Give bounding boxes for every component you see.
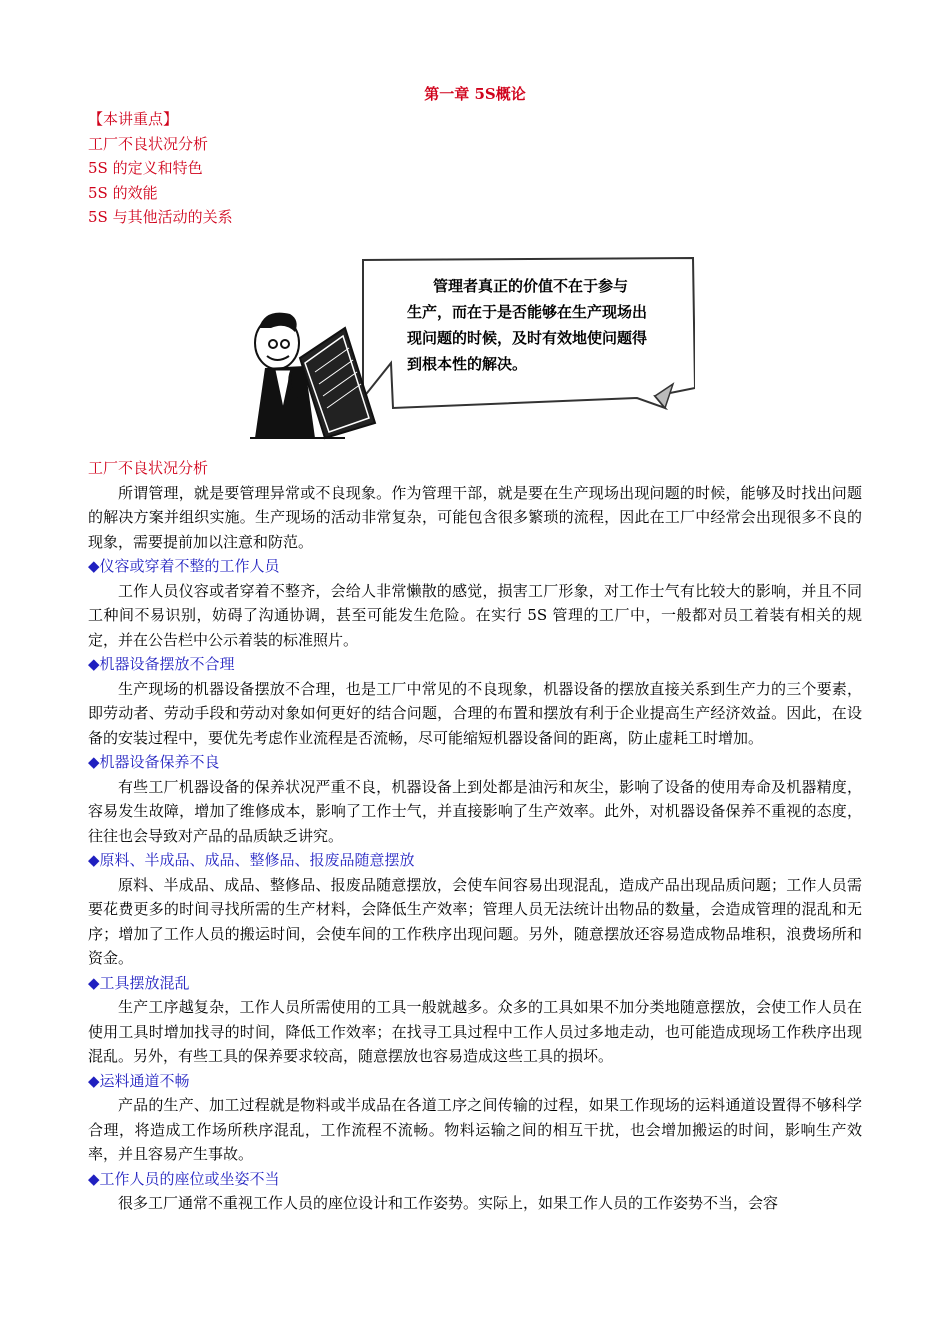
key-point-item: 5S 的定义和特色 [88,159,203,177]
subsection-heading: ◆工作人员的座位或坐姿不当 [88,1169,280,1188]
article-body [88,456,862,1216]
intro-paragraph: 所谓管理，就是要管理异常或不良现象。作为管理干部，就是要在生产现场出现问题的时候，能够及时找出问题的解决方案并组织实施。生产现场的活动非常复杂，可能包含很多繁琐的流程，因此在工厂中经常会出现很多不良的现象，需要提前加以注意和防范。 [88,483,862,551]
key-point-item: 工厂不良状况分析 [88,134,209,153]
subsection-paragraph: 原料、半成品、成品、整修品、报废品随意摆放，会使车间容易出现混乱，造成产品出现品质问题；工作人员需要花费更多的时间寻找所需的生产材料，会降低生产效率；管理人员无法统计出物品的数量，会造成管理的混乱和无序；增加了工作人员的搬运时间，会使车间的工作秩序出现问题。另外，随意摆放还容易造成物品堆积，浪费场所和资金。 [88,875,862,967]
subsection-paragraph: 有些工厂机器设备的保养状况严重不良，机器设备上到处都是油污和灰尘，影响了设备的使用寿命及机器精度，容易发生故障，增加了维修成本，影响了工作士气，并直接影响了生产效率。此外，对机器设备保养不重视的态度，往往也会导致对产品的品质缺乏讲究。 [88,777,862,845]
subsection-paragraph: 生产工序越复杂，工作人员所需使用的工具一般就越多。众多的工具如果不加分类地随意摆放，会使工作人员在使用工具时增加找寻的时间，降低工作效率；在找寻工具过程中工作人员过多地走动，也可能造成现场工作秩序出现混乱。另外，有些工具的保养要求较高，随意摆放也容易造成这些工具的损坏。 [88,998,862,1065]
key-point-item: 5S 的效能 [88,183,158,202]
subsection-heading: ◆运料通道不畅 [88,1071,190,1090]
callout-line-4: 到根本性的解决。 [407,355,528,373]
subsection-paragraph: 产品的生产、加工过程就是物料或半成品在各道工序之间传输的过程，如果工作现场的运料通道设置得不够科学合理，将造成工作场所秩序混乱，工作流程不流畅。物料运输之间的相互干扰，也会增加搬运的时间，影响生产效率，并且容易产生事故。 [88,1096,862,1163]
subsection-paragraph: 很多工厂通常不重视工作人员的座位设计和工作姿势。实际上，如果工作人员的工作姿势不当，会容 [118,1194,779,1212]
callout-line-2: 生产，而在于是否能够在生产现场出 [407,303,648,321]
section-title: 工厂不良状况分析 [88,459,209,477]
subsection-heading: ◆机器设备摆放不合理 [88,655,235,673]
callout-line-3: 现问题的时候，及时有效地使问题得 [407,329,648,347]
subsection-heading: ◆原料、半成品、成品、整修品、报废品随意摆放 [88,851,415,869]
key-points-heading: 【本讲重点】 [88,110,179,128]
key-points-list [88,107,233,230]
subsection-paragraph: 工作人员仪容或者穿着不整齐，会给人非常懒散的感觉，损害工厂形象，对工作士气有比较大的影响，并且不同工种间不易识别，妨碍了沟通协调，甚至可能发生危险。在实行 5S 管理的工厂中，一般都对员工着装有相关的规定，并在公告栏中公示着装的标准照片。 [88,581,862,649]
subsection-paragraph: 生产现场的机器设备摆放不合理，也是工厂中常见的不良现象，机器设备的摆放直接关系到生产力的三个要素，即劳动者、劳动手段和劳动对象如何更好的结合问题，合理的布置和摆放有利于企业提高生产经济效益。因此，在设备的安装过程中，要优先考虑作业流程是否流畅，尽可能缩短机器设备间的距离，防止虚耗工时增加。 [88,679,862,747]
subsection-heading: ◆仪容或穿着不整的工作人员 [88,557,280,575]
chapter-title: 第一章 5S概论 [424,85,526,103]
cartoon-illustration [245,248,695,443]
callout-line-1: 管理者真正的价值不在于参与 [433,277,629,295]
subsection-heading: ◆工具摆放混乱 [88,973,190,992]
subsection-heading: ◆机器设备保养不良 [88,753,220,771]
key-point-item: 5S 与其他活动的关系 [88,208,233,226]
